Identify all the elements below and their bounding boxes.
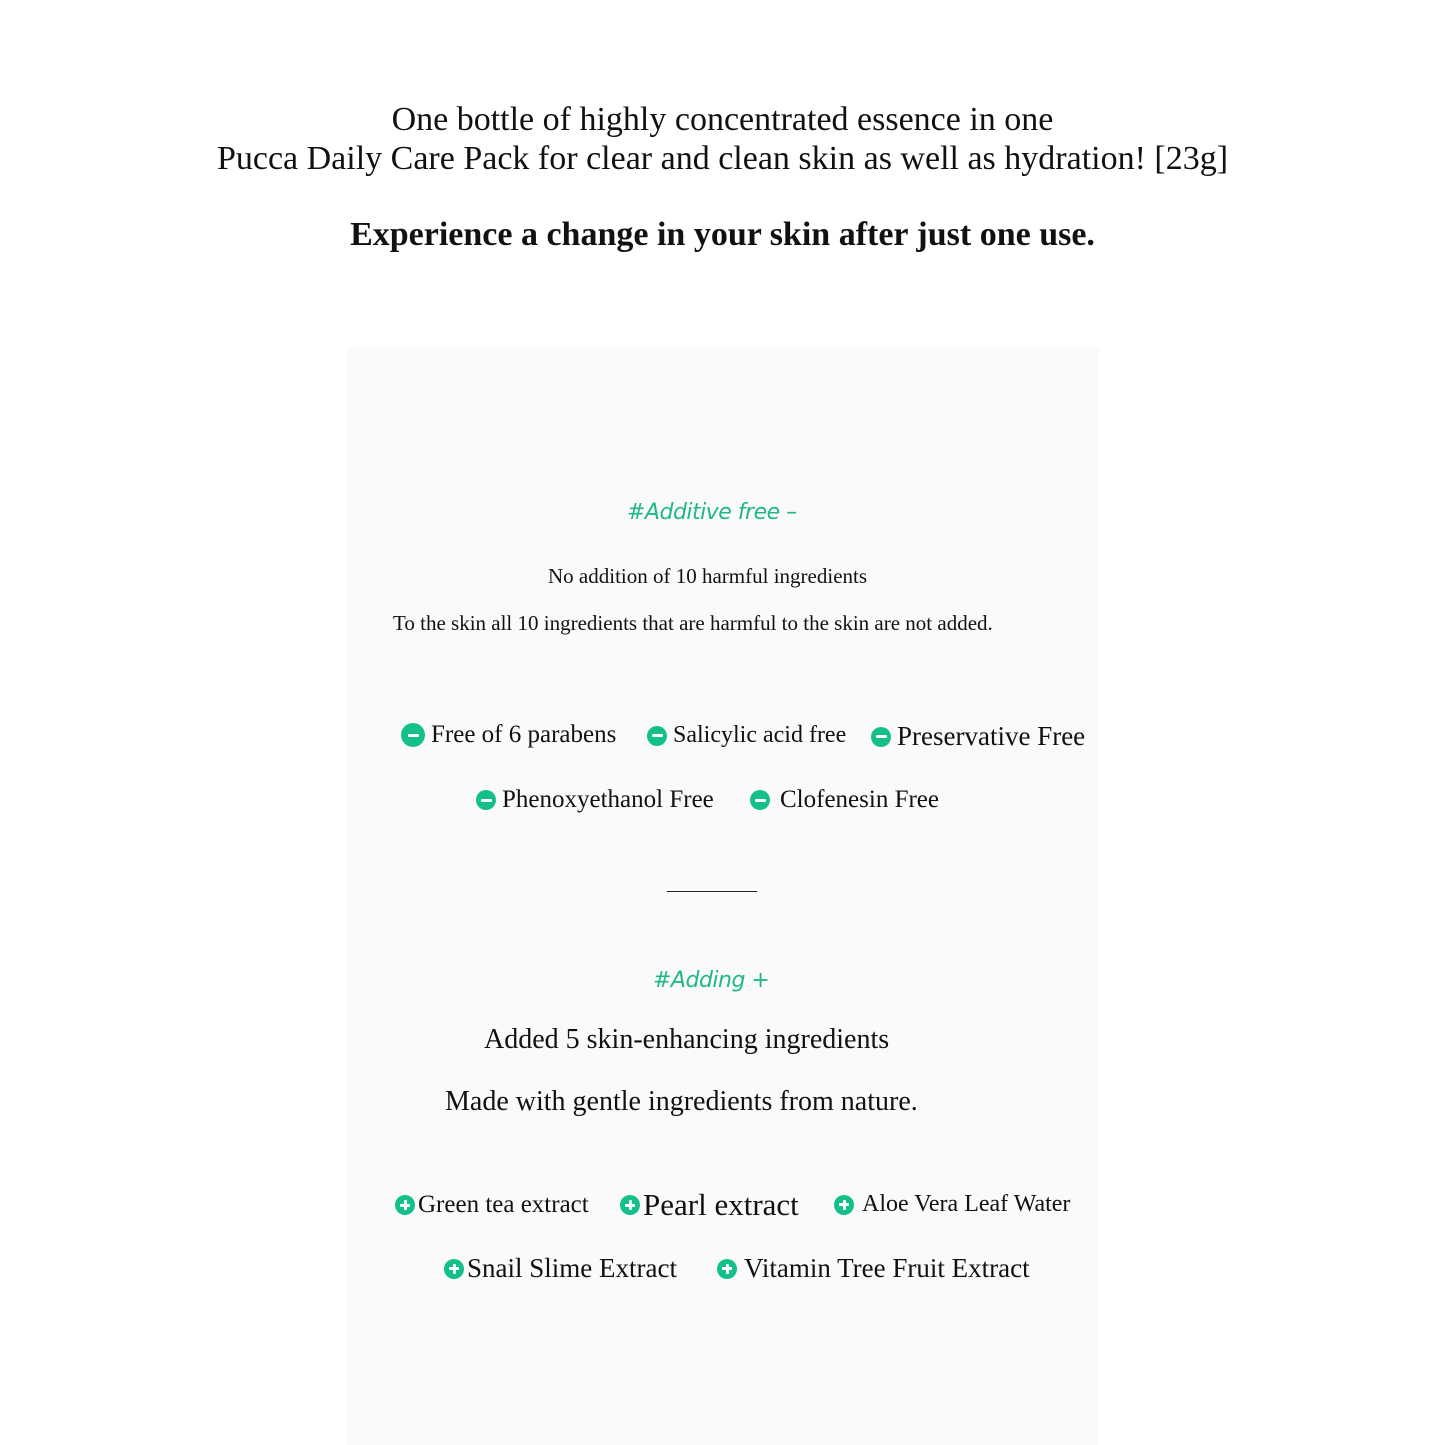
- added-item-label: Green tea extract: [418, 1191, 589, 1218]
- added-item-aloe-vera: [834, 1191, 1070, 1218]
- intro-headline: Experience a change in your skin after just one use.: [350, 216, 1095, 253]
- plus-circle-icon: [834, 1195, 854, 1215]
- free-item-clofenesin: [750, 786, 939, 814]
- adding-subtitle: Added 5 skin-enhancing ingredients: [484, 1024, 890, 1055]
- added-item-label: Vitamin Tree Fruit Extract: [744, 1253, 1030, 1283]
- added-item-green-tea: [395, 1191, 589, 1219]
- section-divider: [667, 891, 757, 892]
- free-item-label: Preservative Free: [897, 721, 1086, 751]
- free-item-label: Free of 6 parabens: [431, 721, 617, 748]
- free-item-preservative: [871, 721, 1085, 752]
- plus-circle-icon: [717, 1259, 737, 1279]
- minus-circle-icon: [647, 726, 667, 746]
- intro-line-1: One bottle of highly concentrated essence in one: [391, 101, 1054, 138]
- added-item-label: Snail Slime Extract: [467, 1253, 677, 1283]
- minus-circle-icon: [476, 790, 496, 810]
- free-item-phenoxyethanol: [476, 786, 714, 814]
- free-item-label: Salicylic acid free: [673, 722, 847, 748]
- minus-circle-icon: [401, 723, 425, 747]
- minus-circle-icon: [750, 790, 770, 810]
- additive-free-description: To the skin all 10 ingredients that are harmful to the skin are not added.: [393, 611, 993, 635]
- free-item-parabens: [401, 721, 616, 749]
- free-item-salicylic-acid: [647, 722, 846, 749]
- free-item-label: Phenoxyethanol Free: [502, 786, 714, 813]
- adding-heading: #Adding +: [653, 968, 770, 993]
- plus-circle-icon: [444, 1259, 464, 1279]
- free-item-label: Clofenesin Free: [780, 786, 939, 813]
- intro-line-2: Pucca Daily Care Pack for clear and clean skin as well as hydration! [23g]: [216, 140, 1229, 177]
- additive-free-subtitle: No addition of 10 harmful ingredients: [548, 564, 868, 588]
- adding-description: Made with gentle ingredients from nature.: [445, 1086, 918, 1117]
- added-item-label: Aloe Vera Leaf Water: [862, 1191, 1071, 1217]
- intro-section: [0, 100, 1445, 255]
- plus-circle-icon: [620, 1195, 640, 1215]
- additive-free-heading: #Additive free –: [627, 500, 797, 525]
- added-item-vitamin-tree: [717, 1253, 1030, 1284]
- added-item-pearl: [620, 1187, 799, 1223]
- added-item-snail-slime: [444, 1253, 677, 1284]
- minus-circle-icon: [871, 727, 891, 747]
- plus-circle-icon: [395, 1195, 415, 1215]
- added-item-label: Pearl extract: [643, 1187, 799, 1222]
- ingredients-panel: [347, 347, 1099, 1445]
